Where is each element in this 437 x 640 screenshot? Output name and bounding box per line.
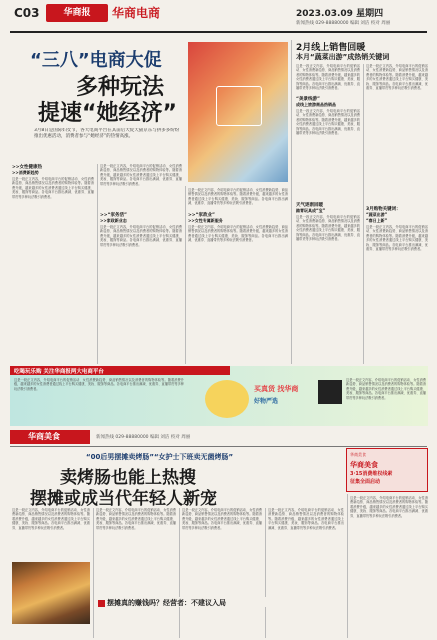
top-story-kicker: “三八”电商大促 bbox=[30, 50, 162, 71]
side-sub-1: “美景线游” bbox=[296, 97, 320, 102]
column-divider bbox=[97, 164, 98, 364]
side-box-title-1: 华商美食 bbox=[350, 461, 378, 469]
qr-code-icon bbox=[318, 380, 342, 404]
side-box-title-3: 征集全面启动 bbox=[350, 479, 381, 485]
top-story-col-3a: 这是一段正文内容，介绍电商平台的促销活动、女性消费新趋势、商品销售情况以及消费者的购物体验等。随着消费升级，越来越多的女性消费者通过线上平台购买健康、美妆、服饰等商品。各电商平台推出满减、优惠券、直播带货等多种玩法吸引消费者。 bbox=[188, 188, 288, 206]
banner-text-2: 这是一段正文内容，介绍电商平台的促销活动、女性消费新趋势、商品销售情况以及消费者的购物体验等。随着消费升级，越来越多的女性消费者通过线上平台购买健康、美妆、服饰等商品。各电商平台推出满减、优惠券、直播带货等多种玩法吸引消费者。 bbox=[346, 378, 426, 400]
banner-title: 吃喝玩乐购 关注华商报两大电商平台 bbox=[14, 369, 104, 375]
food-col-5: 这是一段正文内容，介绍电商平台的促销活动、女性消费新趋势、商品销售情况以及消费者的购物体验等。随着消费升级，越来越多的女性消费者通过线上平台购买健康、美妆、服饰等商品。各电商平台推出满减、优惠券、直播带货等多种玩法吸引消费者。 bbox=[350, 496, 428, 518]
column-divider bbox=[179, 508, 180, 638]
newspaper-logo: 华商报 bbox=[46, 4, 108, 22]
side-col-1c: 这是一段正文内容，介绍电商平台的促销活动、女性消费新趋势、商品销售情况以及消费者的购物体验等。随着消费升级，越来越多的女性消费者通过线上平台购买健康、美妆、服饰等商品。各电商平台推出满减、优惠券、直播带货等多种玩法吸引消费者。 bbox=[296, 215, 360, 242]
top-story-sub-1: >>女性健康热 bbox=[12, 165, 43, 170]
side-col-2b: 这是一段正文内容，介绍电商平台的促销活动、女性消费新趋势、商品销售情况以及消费者的购物体验等。随着消费升级，越来越多的女性消费者通过线上平台购买健康、美妆、服饰等商品。各电商平台推出满减、优惠券、直播带货等多种玩法吸引消费者。 bbox=[366, 225, 428, 252]
food-title-2: 摆摊或成当代年轻人新宠 bbox=[30, 489, 217, 509]
bottom-title-text: 摆摊真的赚钱吗？经营者：不建议入局 bbox=[107, 599, 226, 607]
shopping-cart-photo bbox=[188, 42, 288, 182]
banner-brand-1: 买真货 找华商 bbox=[254, 385, 299, 393]
column-divider bbox=[265, 508, 266, 638]
top-story-title-1: 多种玩法 bbox=[76, 75, 165, 100]
side-sub-3: 天气逐渐回暖 bbox=[296, 203, 323, 208]
header-rule bbox=[10, 31, 427, 33]
column-divider bbox=[185, 186, 186, 364]
food-col-1a: 这是一段正文内容，介绍电商平台的促销活动、女性消费新趋势、商品销售情况以及消费者的购物体验等。随着消费升级，越来越多的女性消费者通过线上平台购买健康、美妆、服饰等商品。各电商平台推出满减、优惠券、直播带货等多种玩法吸引消费者。 bbox=[12, 508, 90, 530]
column-divider bbox=[93, 508, 94, 638]
side-story-title-2: 本月“蔬菜出游”成热销关键词 bbox=[296, 53, 390, 61]
column-divider bbox=[363, 64, 364, 364]
column-divider bbox=[291, 40, 292, 364]
top-story-col-3b: 这是一段正文内容，介绍电商平台的促销活动、女性消费新趋势、商品销售情况以及消费者的购物体验等。随着消费升级，越来越多的女性消费者通过线上平台购买健康、美妆、服饰等商品。各电商平台推出满减、优惠券、直播带货等多种玩法吸引消费者。 bbox=[188, 225, 288, 243]
square-bullet-icon bbox=[98, 600, 105, 607]
page-number: C03 bbox=[14, 6, 40, 20]
top-story-sub-3: >>“家务活” bbox=[100, 213, 127, 218]
food-meta: 新闻热线 029-88880000 编辑 刘洁 校对 周丽 bbox=[96, 435, 191, 440]
side-sub-4: 踏青玩具成“宝” bbox=[296, 208, 326, 213]
side-sub-2: 成线上旅游商品热销品 bbox=[296, 102, 336, 107]
food-kicker: “00后男摆摊卖烤肠”“女护士下班卖无菌烤肠” bbox=[86, 453, 234, 461]
food-rule bbox=[10, 446, 427, 447]
section-title: 华商电商 bbox=[112, 6, 161, 20]
food-col-3: 这是一段正文内容，介绍电商平台的促销活动、女性消费新趋势、商品销售情况以及消费者的购物体验等。随着消费升级，越来越多的女性消费者通过线上平台购买健康、美妆、服饰等商品。各电商平台推出满减、优惠券、直播带货等多种玩法吸引消费者。 bbox=[182, 508, 262, 530]
column-divider bbox=[347, 494, 348, 638]
mascot-image bbox=[205, 380, 249, 418]
top-story-col-2b: 这是一段正文内容，介绍电商平台的促销活动、女性消费新趋势、商品销售情况以及消费者的购物体验等。随着消费升级，越来越多的女性消费者通过线上平台购买健康、美妆、服饰等商品。各电商平台推出满减、优惠券、直播带货等多种玩法吸引消费者。 bbox=[100, 225, 182, 247]
side-col-1a: 这是一段正文内容，介绍电商平台的促销活动、女性消费新趋势、商品销售情况以及消费者的购物体验等。随着消费升级，越来越多的女性消费者通过线上平台购买健康、美妆、服饰等商品。各电商平台推出满减、优惠券、直播带货等多种玩法吸引消费者。 bbox=[296, 64, 360, 91]
issue-date: 2023.03.09 星期四 bbox=[296, 9, 384, 19]
side-col-2a: 这是一段正文内容，介绍电商平台的促销活动、女性消费新趋势、商品销售情况以及消费者的购物体验等。随着消费升级，越来越多的女性消费者通过线上平台购买健康、美妆、服饰等商品。各电商平台推出满减、优惠券、直播带货等多种玩法吸引消费者。 bbox=[366, 64, 428, 91]
top-story-col-1: 这是一段正文内容，介绍电商平台的促销活动、女性消费新趋势、商品销售情况以及消费者的购物体验等。随着消费升级，越来越多的女性消费者通过线上平台购买健康、美妆、服饰等商品。各电商平台推出满减、优惠券、直播带货等多种玩法吸引消费者。 bbox=[12, 177, 94, 199]
side-box-kicker: 华商美食 bbox=[350, 452, 366, 457]
top-story-sub-2: >>消费新趋势 bbox=[12, 170, 39, 175]
side-sub-5: 3月购物关键词： bbox=[366, 207, 401, 212]
top-story-col-2a: 这是一段正文内容，介绍电商平台的促销活动、女性消费新趋势、商品销售情况以及消费者的购物体验等。随着消费升级，越来越多的女性消费者通过线上平台购买健康、美妆、服饰等商品。各电商平台推出满减、优惠券、直播带货等多种玩法吸引消费者。 bbox=[100, 164, 182, 186]
top-story-lead: 3月8日是国际妇女节，各大电商平台在其前后大促天猫京东与拼多多纷纷推出优惠活动，消费者参与“她经济”的热情高涨。 bbox=[34, 128, 180, 139]
banner-brand-2: 好物严选 bbox=[254, 398, 279, 405]
food-col-4: 这是一段正文内容，介绍电商平台的促销活动、女性消费新趋势、商品销售情况以及消费者的购物体验等。随着消费升级，越来越多的女性消费者通过线上平台购买健康、美妆、服饰等商品。各电商平台推出满减、优惠券、直播带货等多种玩法吸引消费者。 bbox=[268, 508, 344, 530]
food-col-2: 这是一段正文内容，介绍电商平台的促销活动、女性消费新趋势、商品销售情况以及消费者的购物体验等。随着消费升级，越来越多的女性消费者通过线上平台购买健康、美妆、服饰等商品。各电商平台推出满减、优惠券、直播带货等多种玩法吸引消费者。 bbox=[96, 508, 176, 530]
food-section-title: 华商美食 bbox=[28, 432, 60, 441]
side-box-title-2: 3·15消费维权线索 bbox=[350, 471, 393, 477]
header-meta: 新闻热线 029-88880000 编辑 刘洁 校对 周丽 bbox=[296, 21, 391, 26]
side-col-1b: 这是一段正文内容，介绍电商平台的促销活动、女性消费新趋势、商品销售情况以及消费者的购物体验等。随着消费升级，越来越多的女性消费者通过线上平台购买健康、美妆、服饰等商品。各电商平台推出满减、优惠券、直播带货等多种玩法吸引消费者。 bbox=[296, 109, 360, 136]
top-story-title-2: 提速“她经济” bbox=[38, 101, 177, 126]
banner-text: 这是一段正文内容，介绍电商平台的促销活动、女性消费新趋势、商品销售情况以及消费者的购物体验等。随着消费升级，越来越多的女性消费者通过线上平台购买健康、美妆、服饰等商品。各电商平台推出满减、优惠券、直播带货等多种玩法吸引消费者。 bbox=[14, 378, 184, 391]
bottom-title bbox=[98, 598, 226, 608]
top-story-sub-4: >>家政新业态 bbox=[100, 218, 127, 223]
top-story-sub-6: >>女性专属新服务 bbox=[188, 218, 223, 223]
top-story-sub-5: >>“家政业” bbox=[188, 213, 215, 218]
side-sub-7: “春日上新” bbox=[366, 218, 388, 223]
side-sub-6: “蔬菜出游” bbox=[366, 212, 388, 217]
sausage-stall-photo bbox=[12, 562, 90, 624]
food-title-1: 卖烤肠也能上热搜 bbox=[60, 468, 196, 488]
side-story-title-1: 2月线上销售回暖 bbox=[296, 43, 366, 53]
shopping-cart-icon bbox=[216, 86, 262, 126]
